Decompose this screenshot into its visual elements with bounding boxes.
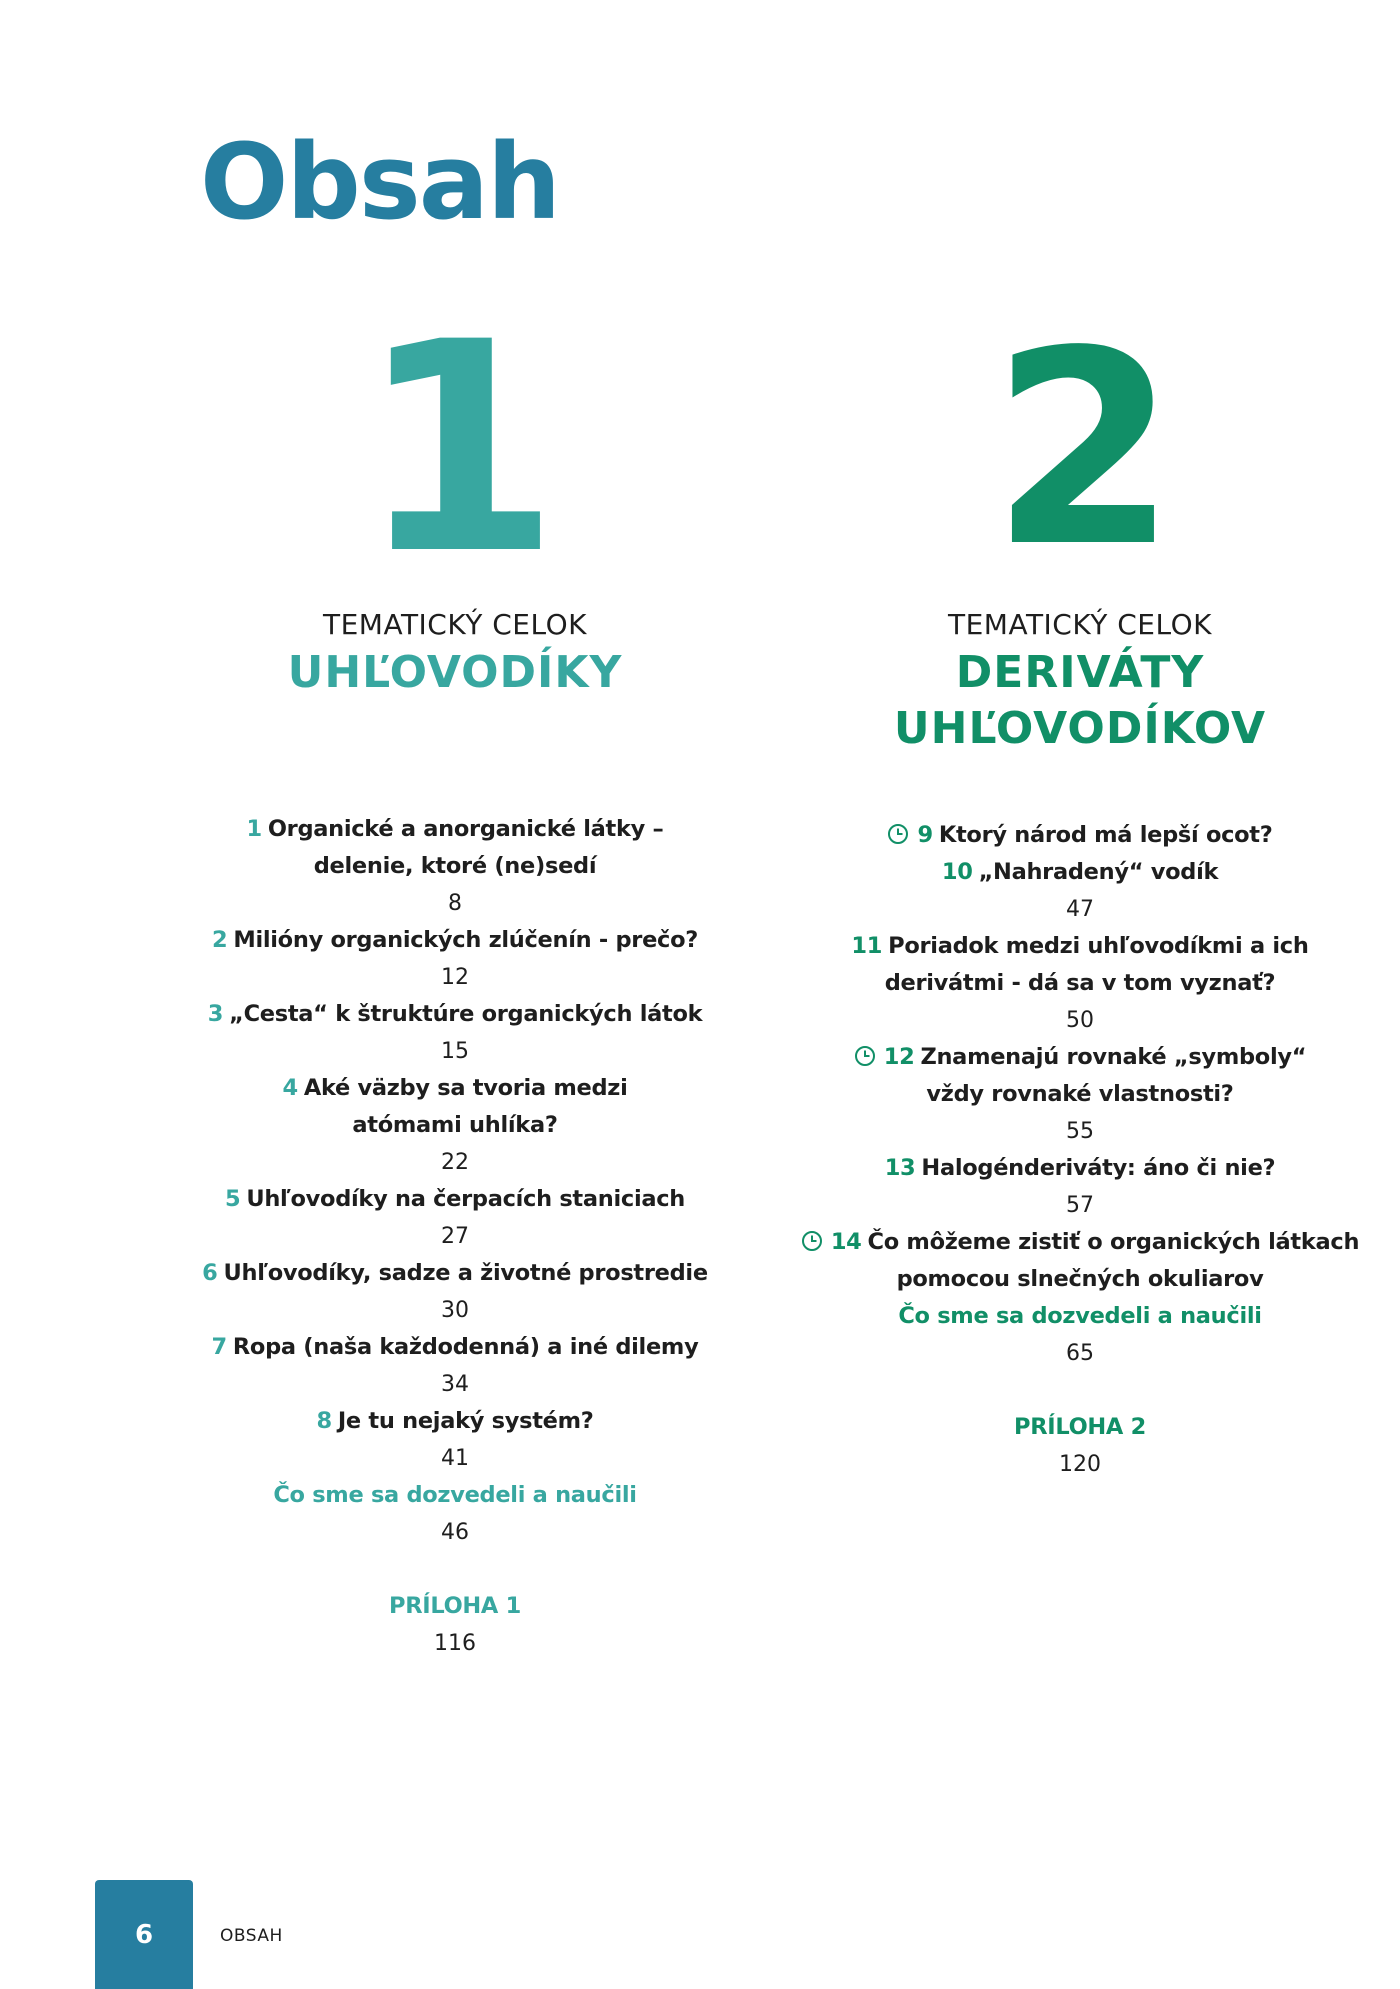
- toc-entry-title: [175, 1403, 735, 1440]
- toc-entry-number: 7: [211, 1334, 227, 1360]
- spacer: [175, 1551, 735, 1588]
- unit-2-heading: [800, 645, 1360, 757]
- toc-entry[interactable]: [175, 996, 735, 1070]
- toc-entry-title: [800, 854, 1360, 891]
- toc-entry[interactable]: [175, 1403, 735, 1477]
- toc-entry-page: 30: [441, 1298, 469, 1323]
- toc-appendix-title: PRÍLOHA 1: [389, 1593, 521, 1619]
- unit-2-label: TEMATICKÝ CELOK: [948, 608, 1212, 641]
- toc-summary[interactable]: [800, 1298, 1360, 1372]
- toc-entry-page: 12: [441, 965, 469, 990]
- toc-entry-title: [175, 922, 735, 959]
- toc-entry[interactable]: [175, 922, 735, 996]
- toc-entry-number: 8: [316, 1408, 332, 1434]
- toc-entry-page: 34: [441, 1372, 469, 1397]
- toc-entry-page: 27: [441, 1224, 469, 1249]
- toc-entry-text: Je tu nejaký systém?: [337, 1408, 594, 1434]
- unit-1-number: 1: [358, 281, 552, 618]
- toc-entry-page: 50: [1066, 1008, 1094, 1033]
- toc-entry[interactable]: [175, 1255, 735, 1329]
- toc-entry-text: Aké väzby sa tvoria medzi atómami uhlíka?: [303, 1075, 628, 1138]
- toc-entry-text: „Cesta“ k štruktúre organických látok: [229, 1001, 703, 1027]
- clock-icon: [887, 823, 909, 845]
- page-number-tab: 6: [95, 1880, 193, 1989]
- unit-1-toc: [175, 811, 735, 1662]
- toc-entry-page: 55: [1066, 1119, 1094, 1144]
- toc-entry-text: Znamenajú rovnaké „symboly“ vždy rovnaké vlastnosti?: [920, 1044, 1307, 1107]
- toc-entry-number: 5: [224, 1186, 241, 1212]
- toc-entry-number: 6: [202, 1260, 218, 1286]
- toc-entry[interactable]: [175, 811, 735, 922]
- toc-entry-title: [175, 811, 735, 885]
- clock-icon: [801, 1230, 823, 1252]
- toc-entry-text: Ktorý národ má lepší ocot?: [938, 822, 1273, 848]
- toc-entry-text: Ropa (naša každodenná) a iné dilemy: [232, 1334, 699, 1360]
- toc-entry-page: 8: [448, 891, 462, 916]
- unit-2-number: 2: [990, 294, 1170, 606]
- toc-entry[interactable]: [800, 1150, 1360, 1224]
- toc-entry-page: 47: [1066, 897, 1094, 922]
- unit-2-column: [800, 294, 1360, 1483]
- toc-entry-page: 22: [441, 1150, 469, 1175]
- toc-entry[interactable]: [175, 1070, 735, 1181]
- unit-2-heading-line: UHĽOVODÍKOV: [893, 703, 1267, 754]
- toc-entry-number: 4: [282, 1075, 298, 1101]
- toc-entry-title: [800, 1224, 1360, 1298]
- unit-1-column: [175, 281, 735, 1662]
- toc-entry-title: [800, 817, 1360, 854]
- toc-entry-title: [800, 1039, 1360, 1113]
- running-footer: OBSAH: [220, 1926, 283, 1946]
- clock-icon: [854, 1045, 876, 1067]
- toc-summary-title: Čo sme sa dozvedeli a naučili: [273, 1482, 637, 1508]
- unit-1-heading: [175, 645, 735, 701]
- toc-entry-text: Poriadok medzi uhľovodíkmi a ich derivátmi - dá sa v tom vyznať?: [884, 933, 1309, 996]
- toc-entry-title: [175, 996, 735, 1033]
- toc-entry-number: 9: [917, 822, 933, 848]
- toc-entry-number: 1: [246, 816, 262, 842]
- toc-entry[interactable]: [800, 1039, 1360, 1150]
- toc-entry-number: 11: [851, 933, 883, 959]
- unit-2-heading-line: DERIVÁTY: [955, 647, 1205, 698]
- toc-summary-title: Čo sme sa dozvedeli a naučili: [898, 1303, 1262, 1329]
- toc-entry-number: 14: [830, 1229, 862, 1255]
- unit-1-heading-line: UHĽOVODÍKY: [287, 647, 623, 698]
- toc-entry-title: [175, 1181, 735, 1218]
- page-title: Obsah: [200, 121, 559, 243]
- toc-summary-page: 46: [441, 1520, 469, 1545]
- toc-entry[interactable]: [800, 928, 1360, 1039]
- toc-entry-title: [800, 928, 1360, 1002]
- toc-entry[interactable]: [800, 1224, 1360, 1298]
- toc-entry-page: 57: [1066, 1193, 1094, 1218]
- toc-entry-number: 13: [884, 1155, 916, 1181]
- toc-entry[interactable]: [175, 1329, 735, 1403]
- toc-entry-number: 12: [883, 1044, 915, 1070]
- toc-entry-title: [800, 1150, 1360, 1187]
- toc-summary-page: 65: [1066, 1341, 1094, 1366]
- toc-entry-text: Halogénderiváty: áno či nie?: [921, 1155, 1276, 1181]
- toc-entry-number: 3: [207, 1001, 224, 1027]
- unit-1-label: TEMATICKÝ CELOK: [323, 608, 587, 641]
- toc-entry-number: 10: [941, 859, 973, 885]
- toc-entry-text: Čo môžeme zistiť o organických látkach pomocou slnečných okuliarov: [867, 1229, 1360, 1292]
- toc-entry-text: Uhľovodíky, sadze a životné prostredie: [223, 1260, 708, 1286]
- toc-entry[interactable]: [800, 817, 1360, 854]
- toc-entry-page: 15: [441, 1039, 469, 1064]
- toc-entry[interactable]: [800, 854, 1360, 928]
- toc-entry-text: Uhľovodíky na čerpacích staniciach: [246, 1186, 685, 1212]
- toc-appendix-page: 116: [434, 1631, 476, 1656]
- toc-entry-title: [175, 1329, 735, 1366]
- toc-entry-text: Milióny organických zlúčenín - prečo?: [233, 927, 698, 953]
- unit-2-toc: [800, 817, 1360, 1483]
- toc-entry-page: 41: [441, 1446, 469, 1471]
- toc-appendix[interactable]: [175, 1588, 735, 1662]
- toc-entry-title: [175, 1255, 735, 1292]
- toc-summary[interactable]: [175, 1477, 735, 1551]
- toc-entry-number: 2: [212, 927, 228, 953]
- toc-appendix-title: PRÍLOHA 2: [1014, 1414, 1146, 1440]
- toc-appendix-page: 120: [1059, 1452, 1101, 1477]
- toc-appendix[interactable]: [800, 1409, 1360, 1483]
- toc-entry-text: Organické a anorganické látky – delenie, ktoré (ne)sedí: [267, 816, 664, 879]
- spacer: [800, 1372, 1360, 1409]
- toc-entry-title: [175, 1070, 735, 1144]
- toc-entry[interactable]: [175, 1181, 735, 1255]
- toc-entry-text: „Nahradený“ vodík: [978, 859, 1219, 885]
